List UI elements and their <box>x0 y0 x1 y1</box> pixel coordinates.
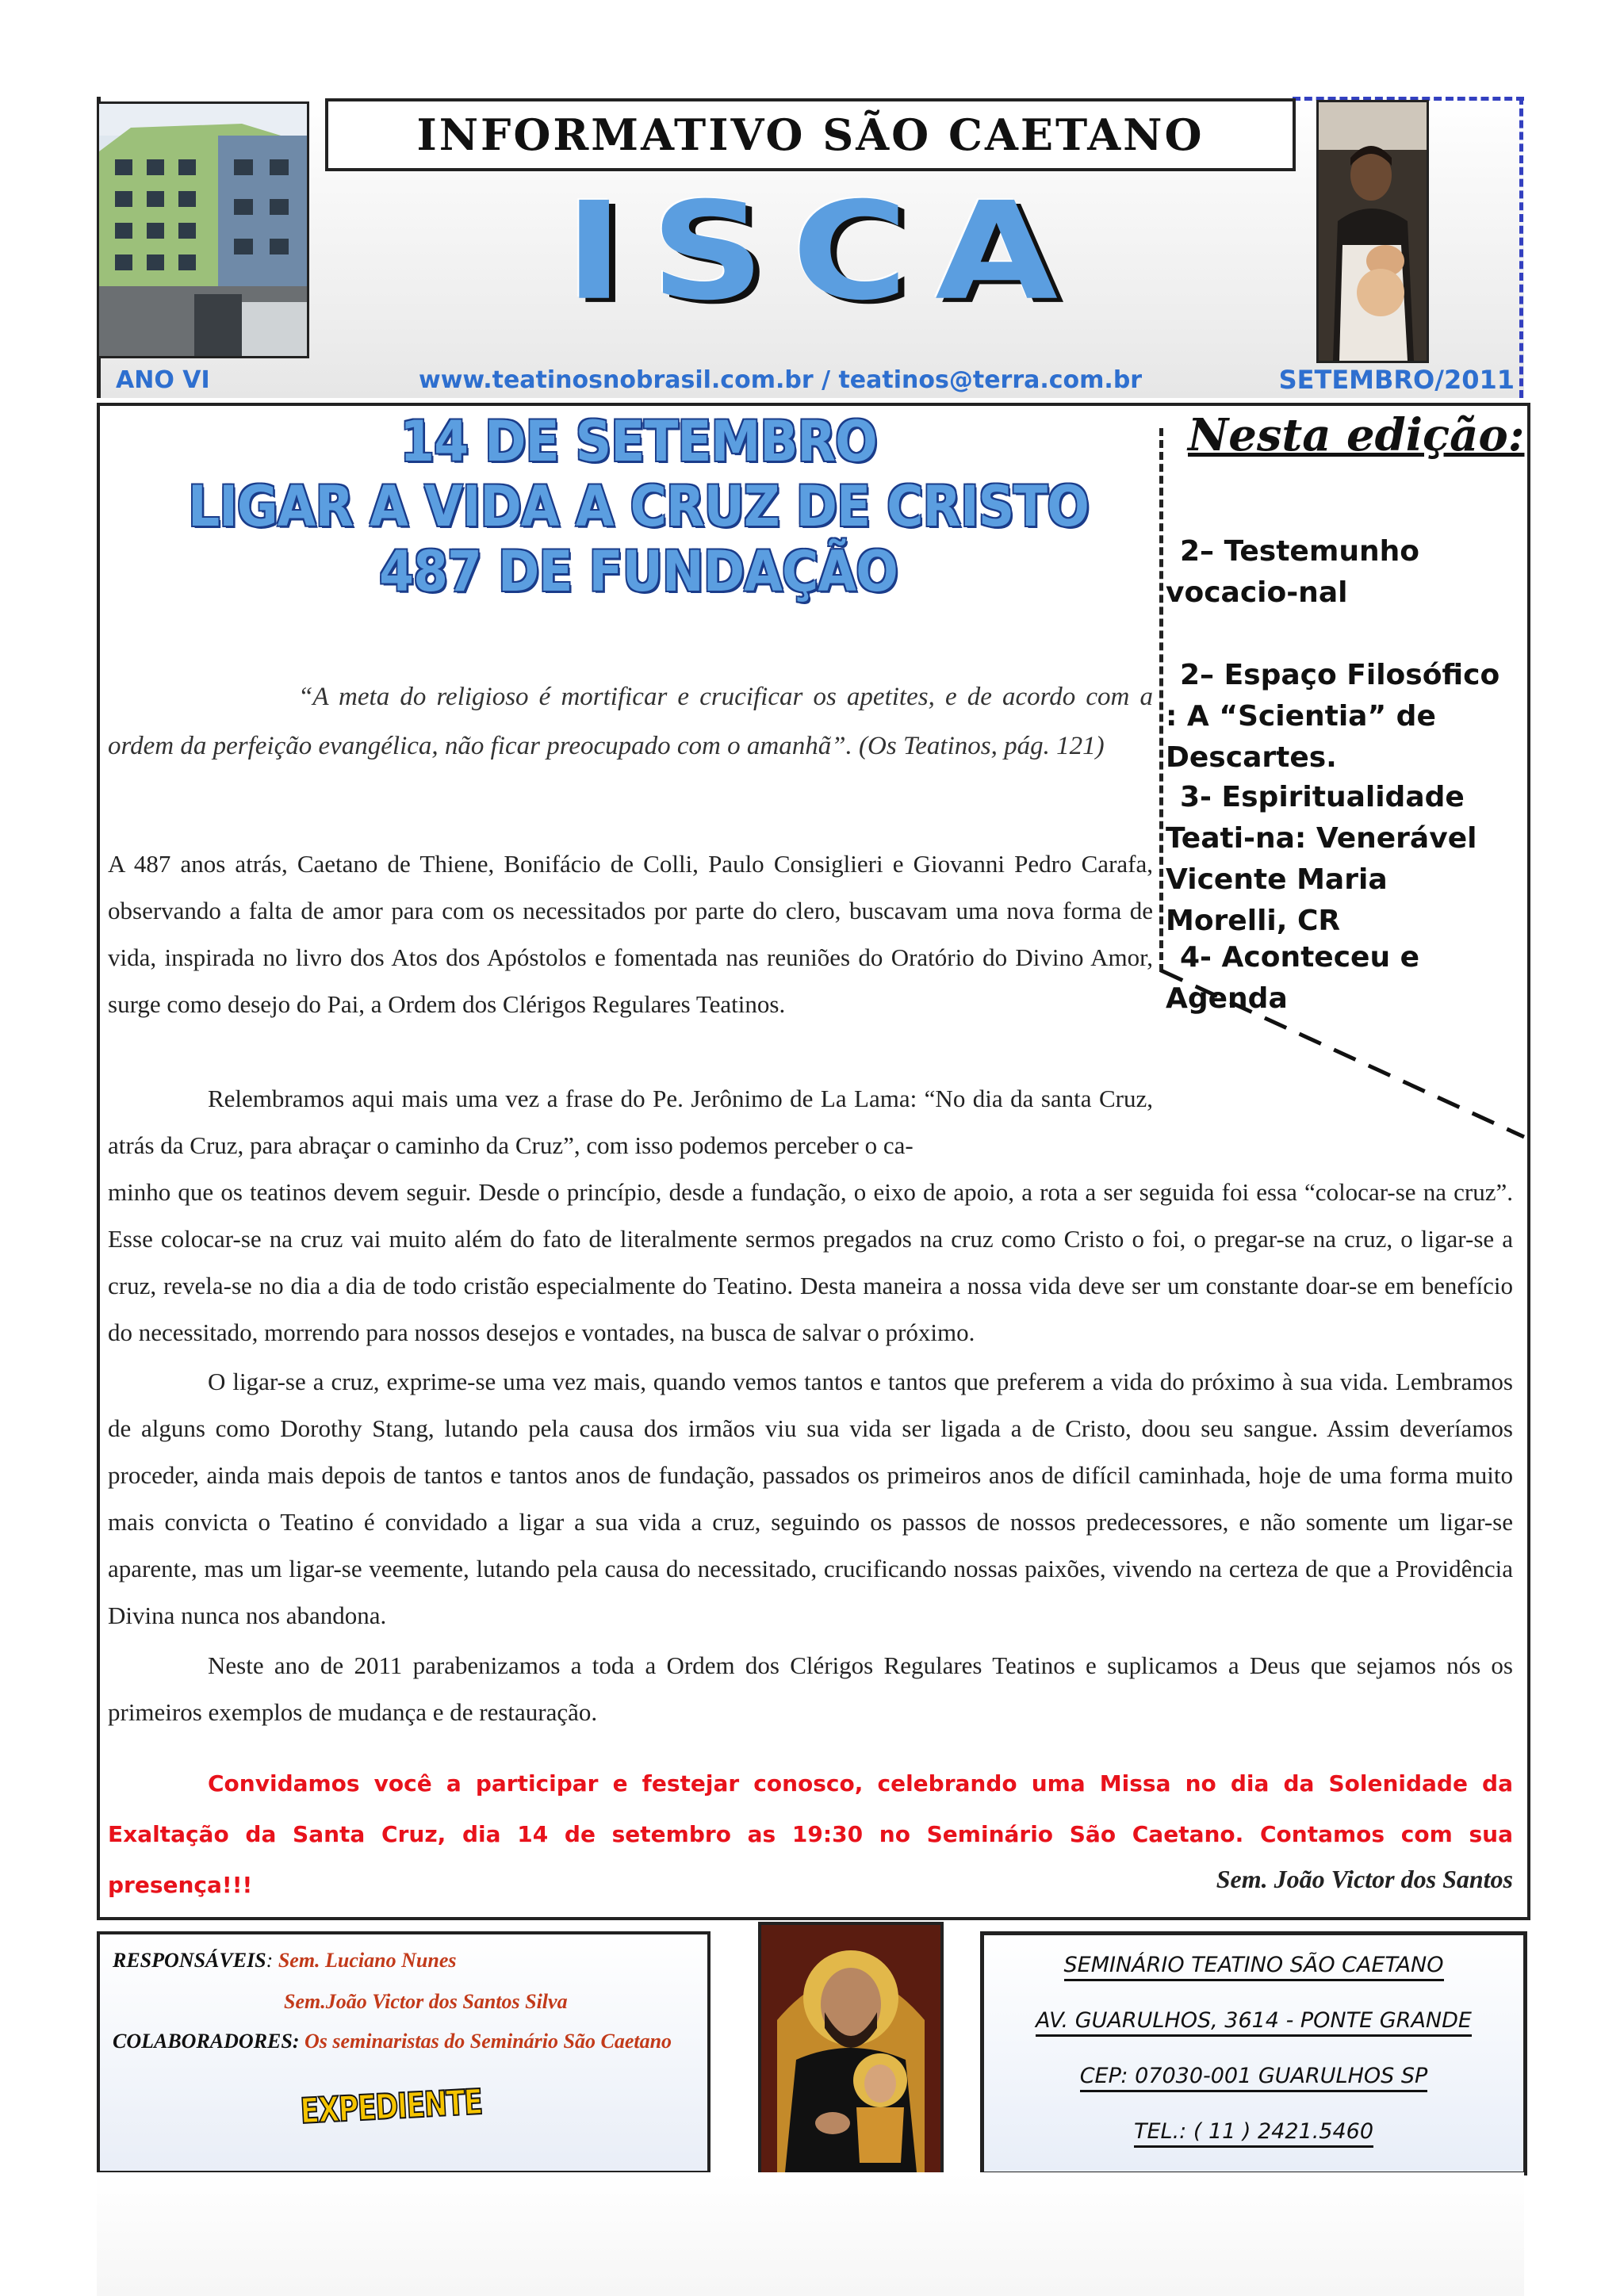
headline-line-1: 14 DE SETEMBRO <box>400 409 877 474</box>
sidebar-item-testemunho[interactable]: 2– Testemunho vocacio-nal <box>1166 535 1419 609</box>
saint-statue-photo <box>1316 100 1429 363</box>
article-signature: Sem. João Victor dos Santos <box>1216 1865 1513 1893</box>
colaboradores-line: COLABORADORES: Os seminaristas do Seminário São Caetano <box>113 2030 672 2053</box>
building-photo <box>97 101 309 358</box>
article-paragraph-1: A 487 anos atrás, Caetano de Thiene, Bonifácio de Colli, Paulo Consiglieri e Giovanni Pedro Carafa, observando a falta de amor para com os necessitados por parte do clero, buscavam uma nova forma de vida, inspirada no livro dos Atos dos Apóstolos e fomentada nas reuniões do Oratório do Divino Amor, surge como desejo do Pai, a Ordem dos Clérigos Regulares Teatinos. <box>108 850 1153 1018</box>
sidebar-dashed-divider <box>1159 428 1163 972</box>
edition-year: ANO VI <box>116 366 210 394</box>
article-paragraph-2a: Relembramos aqui mais uma vez a frase do Pe. Jerônimo de La Lama: “No dia da santa Cruz, atrás da Cruz, para abraçar o caminho da Cruz”, com isso podemos perceber o ca- <box>108 1085 1153 1159</box>
address-street: AV. GUARULHOS, 3614 - PONTE GRANDE <box>984 2008 1523 2033</box>
responsaveis-line: RESPONSÁVEIS: Sem. Luciano Nunes <box>113 1949 457 1972</box>
address-postal-code: CEP: 07030-001 GUARULHOS SP <box>984 2064 1523 2088</box>
address-institution: SEMINÁRIO TEATINO SÃO CAETANO <box>984 1953 1523 1977</box>
sidebar-title: Nesta edição: <box>1188 409 1525 461</box>
article-headline <box>164 409 1113 604</box>
newsletter-title: INFORMATIVO SÃO CAETANO <box>325 98 1296 171</box>
edition-date: SETEMBRO/2011 <box>1278 365 1515 395</box>
masthead-dashed-border-right <box>1519 97 1523 398</box>
article-paragraph-3: O ligar-se a cruz, exprime-se uma vez mais, quando vemos tantos e tantos que preferem a vida do próximo à sua vida. Lembramos de alguns como Dorothy Stang, lutando pela causa dos irmãos viu sua vida ser ligada a de Cristo, doou seu sangue. Assim deveríamos proceder, ainda mais depois de tantos e tantos anos de fundação, passados os primeiros anos de difícil caminhada, hoje de uma forma muito mais convicta o Teatino é convidado a ligar a sua vida a cruz, seguindo os passos de nossos predecessores, e não somente um ligar-se aparente, mas um ligar-se veemente, lutando pela causa do necessitado, crucificando nossas paixões, vivendo na certeza de que a Providência Divina nunca nos abandona. <box>108 1368 1513 1629</box>
website-email-link[interactable]: www.teatinosnobrasil.com.br / teatinos@terra.com.br <box>419 366 1143 394</box>
article-paragraph-2b: minho que os teatinos devem seguir. Desde o princípio, desde a fundação, o eixo de apoio, a rota a ser seguida foi essa “colocar-se na cruz”. Esse colocar-se na cruz vai muito além do fato de literalmente sermos pregados na cruz como Cristo o foi, o pregar-se na cruz, o ligar-se a cruz, revela-se no dia a dia de todo cristão especialmente do Teatino. Desta maneira a nossa vida deve ser um constante doar-se em benefício do necessitado, morrendo para nossos desejos e vontades, na busca de salvar o próximo. <box>108 1178 1513 1346</box>
address-phone: TEL.: ( 11 ) 2421.5460 <box>984 2119 1523 2144</box>
expediente-label: EXPEDIENTE <box>299 2082 483 2132</box>
colaboradores-text: Os seminaristas do Seminário São Caetano <box>304 2030 672 2053</box>
responsavel-1: Sem. Luciano Nunes <box>278 1949 457 1972</box>
sidebar-item-aconteceu-agenda[interactable]: 4- Aconteceu e Agenda <box>1166 941 1420 1015</box>
address-box <box>980 1931 1527 2175</box>
masthead-info-row <box>102 363 1521 398</box>
sidebar-item-espaco-filosofico[interactable]: 2– Espaço Filosófico : A “Scientia” de Descartes. <box>1166 659 1500 774</box>
opening-quote <box>108 672 1153 771</box>
sidebar-item-espiritualidade[interactable]: 3- Espiritualidade Teati-na: Venerável Vicente Maria Morelli, CR <box>1166 781 1477 937</box>
isca-logo: ISCA <box>564 173 1086 331</box>
headline-line-2: LIGAR A VIDA A CRUZ DE CRISTO <box>188 474 1089 539</box>
event-invitation: Convidamos você a participar e festejar conosco, celebrando uma Missa no dia da Solenidade da Exaltação da Santa Cruz, dia 14 de setembro as 19:30 no Seminário São Caetano. Contamos com sua presença!!! <box>108 1770 1513 1898</box>
headline-line-3: 487 DE FUNDAÇÃO <box>379 539 898 604</box>
article-paragraph-4: Neste ano de 2011 parabenizamos a toda a Ordem dos Clérigos Regulares Teatinos e suplicamos a Deus que sejamos nós os primeiros exemplos de mudança e de restauração. <box>108 1651 1513 1726</box>
credits-box <box>97 1931 710 2174</box>
page-bottom-margin <box>97 2172 1524 2296</box>
saint-icon-image <box>758 1922 944 2175</box>
opening-quote-text: “A meta do religioso é mortificar e crucificar os apetites, e de acordo com a ordem da perfeição evangélica, não ficar preocupado com o amanhã”. (Os Teatinos, pág. 121) <box>108 683 1153 760</box>
responsavel-2: Sem.João Victor dos Santos Silva <box>284 1990 568 2013</box>
